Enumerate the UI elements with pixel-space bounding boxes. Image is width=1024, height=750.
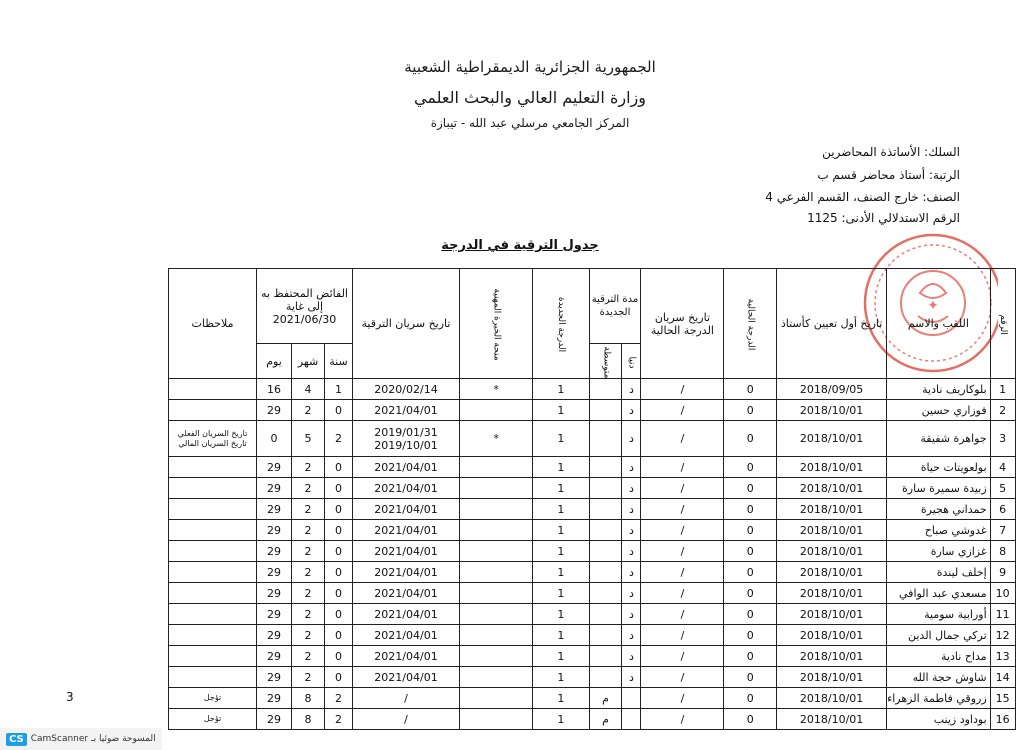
dur-mid-cell: [589, 400, 622, 421]
dur-min-cell: [622, 709, 641, 730]
new-grade-cell: 1: [533, 709, 589, 730]
dur-mid-cell: م: [589, 709, 622, 730]
first-appointment-cell: 2018/10/01: [777, 541, 887, 562]
bonus-cell: *: [460, 421, 533, 457]
promotion-date-cell: 2021/04/01: [353, 478, 460, 499]
scanner-label: CamScanner المسوحة ضوئيا بـ: [30, 734, 156, 744]
notes-cell: [169, 520, 257, 541]
name-cell: شاوش حجة الله: [887, 667, 991, 688]
name-cell: زروقي فاطمة الزهراء: [887, 688, 991, 709]
first-appointment-cell: 2018/10/01: [777, 400, 887, 421]
dur-mid-cell: [589, 667, 622, 688]
current-grade-date-cell: /: [641, 478, 724, 499]
first-appointment-cell: 2018/10/01: [777, 421, 887, 457]
new-grade-cell: 1: [533, 400, 589, 421]
current-grade-cell: 0: [724, 400, 777, 421]
table-row: [169, 604, 1016, 625]
current-grade-date-cell: /: [641, 709, 724, 730]
dur-min-cell: د: [622, 583, 641, 604]
name-cell: إخلف ليندة: [887, 562, 991, 583]
new-grade-cell: 1: [533, 457, 589, 478]
num-cell: 8: [990, 541, 1015, 562]
num-cell: 3: [990, 421, 1015, 457]
dur-min-cell: د: [622, 562, 641, 583]
dur-min-cell: [622, 688, 641, 709]
promotion-date-cell: 2021/04/01: [353, 457, 460, 478]
table-row: [169, 583, 1016, 604]
current-grade-date-cell: /: [641, 379, 724, 400]
first-appointment-cell: 2018/09/05: [777, 379, 887, 400]
dur-min-cell: د: [622, 604, 641, 625]
promotion-date-cell: 2021/04/01: [353, 400, 460, 421]
notes-cell: تؤجل: [169, 709, 257, 730]
table-row: [169, 667, 1016, 688]
header-ministry: وزارة التعليم العالي والبحث العلمي: [414, 88, 646, 107]
current-grade-cell: 0: [724, 499, 777, 520]
table-row: [169, 562, 1016, 583]
svg-text:✦: ✦: [927, 298, 939, 314]
camscanner-icon: CS: [6, 733, 27, 746]
name-cell: بلوكاريف نادية: [887, 379, 991, 400]
promotion-date-cell: 2021/04/01: [353, 562, 460, 583]
month-cell: 2: [292, 604, 325, 625]
year-cell: 0: [325, 520, 353, 541]
current-grade-cell: 0: [724, 604, 777, 625]
header-republic: الجمهورية الجزائرية الديمقراطية الشعبية: [404, 58, 656, 76]
dur-min-cell: د: [622, 520, 641, 541]
bonus-cell: [460, 562, 533, 583]
current-grade-cell: 0: [724, 520, 777, 541]
new-grade-cell: 1: [533, 379, 589, 400]
col-promotion-date: تاريخ سريان الترقية: [353, 269, 460, 379]
promotion-date-cell: [353, 421, 460, 457]
name-cell: بوداود زينب: [887, 709, 991, 730]
current-grade-cell: 0: [724, 709, 777, 730]
col-remaining: الفائض المحتفظ به إلى غاية 2021/06/30: [257, 269, 353, 344]
num-cell: 11: [990, 604, 1015, 625]
day-cell: 29: [257, 400, 292, 421]
table-row: [169, 709, 1016, 730]
current-grade-cell: 0: [724, 541, 777, 562]
bonus-cell: [460, 688, 533, 709]
info-rank: الرتبة: أستاذ محاضر قسم ب: [817, 168, 960, 182]
num-cell: 4: [990, 457, 1015, 478]
num-cell: 5: [990, 478, 1015, 499]
current-grade-cell: 0: [724, 667, 777, 688]
bonus-cell: [460, 541, 533, 562]
dur-mid-cell: [589, 583, 622, 604]
day-cell: 29: [257, 499, 292, 520]
year-cell: 0: [325, 583, 353, 604]
name-cell: فوزاري حسين: [887, 400, 991, 421]
dur-mid-cell: [589, 646, 622, 667]
promotion-date-cell: 2021/04/01: [353, 520, 460, 541]
dur-mid-cell: [589, 478, 622, 499]
notes-cell: تؤجل: [169, 688, 257, 709]
current-grade-cell: 0: [724, 646, 777, 667]
day-cell: 0: [257, 421, 292, 457]
notes-cell: [169, 625, 257, 646]
dur-min-cell: د: [622, 667, 641, 688]
day-cell: 29: [257, 625, 292, 646]
table-row: [169, 688, 1016, 709]
dur-min-cell: د: [622, 646, 641, 667]
day-cell: 16: [257, 379, 292, 400]
current-grade-date-cell: /: [641, 625, 724, 646]
notes-cell: [169, 583, 257, 604]
dur-mid-cell: [589, 421, 622, 457]
dur-mid-cell: [589, 562, 622, 583]
current-grade-cell: 0: [724, 457, 777, 478]
bonus-cell: *: [460, 379, 533, 400]
col-bonus: منحة الخبرة المهنية: [460, 269, 533, 379]
num-cell: 13: [990, 646, 1015, 667]
dur-min-cell: د: [622, 478, 641, 499]
promotion-date-cell: 2021/04/01: [353, 499, 460, 520]
current-grade-date-cell: /: [641, 541, 724, 562]
first-appointment-cell: 2018/10/01: [777, 457, 887, 478]
year-cell: 0: [325, 625, 353, 646]
promotion-date-cell: 2020/02/14: [353, 379, 460, 400]
table-row: [169, 625, 1016, 646]
new-grade-cell: 1: [533, 667, 589, 688]
current-grade-date-cell: /: [641, 646, 724, 667]
year-cell: 2: [325, 421, 353, 457]
col-name: اللقب والاسم: [887, 269, 991, 379]
name-cell: زبيدة سميرة سارة: [887, 478, 991, 499]
new-grade-cell: 1: [533, 604, 589, 625]
num-cell: 7: [990, 520, 1015, 541]
current-grade-date-cell: /: [641, 688, 724, 709]
month-cell: 2: [292, 400, 325, 421]
col-current-grade-date: تاريخ سريان الدرجة الحالية: [641, 269, 724, 379]
current-grade-date-cell: /: [641, 400, 724, 421]
table-row: [169, 520, 1016, 541]
num-cell: 6: [990, 499, 1015, 520]
year-cell: 1: [325, 379, 353, 400]
dur-min-cell: د: [622, 457, 641, 478]
current-grade-cell: 0: [724, 562, 777, 583]
num-cell: 14: [990, 667, 1015, 688]
month-cell: 2: [292, 457, 325, 478]
name-cell: أورابية سومية: [887, 604, 991, 625]
first-appointment-cell: 2018/10/01: [777, 478, 887, 499]
notes-cell: [169, 499, 257, 520]
month-cell: 2: [292, 562, 325, 583]
table-row: [169, 646, 1016, 667]
current-grade-date-cell: /: [641, 604, 724, 625]
first-appointment-cell: 2018/10/01: [777, 520, 887, 541]
first-appointment-cell: 2018/10/01: [777, 646, 887, 667]
day-cell: 29: [257, 667, 292, 688]
current-grade-cell: 0: [724, 625, 777, 646]
col-first-appointment: تاريخ أول تعيين كأستاذ: [777, 269, 887, 379]
promotion-date-cell: /: [353, 688, 460, 709]
first-appointment-cell: 2018/10/01: [777, 562, 887, 583]
day-cell: 29: [257, 457, 292, 478]
year-cell: 0: [325, 457, 353, 478]
promotion-date-actual: 2019/01/31: [374, 425, 438, 439]
first-appointment-cell: 2018/10/01: [777, 667, 887, 688]
dur-mid-cell: [589, 604, 622, 625]
bonus-cell: [460, 478, 533, 499]
name-cell: حمداني هجيرة: [887, 499, 991, 520]
dur-min-cell: د: [622, 541, 641, 562]
table-row: [169, 421, 1016, 457]
new-grade-cell: 1: [533, 499, 589, 520]
promotion-date-cell: 2021/04/01: [353, 625, 460, 646]
day-cell: 29: [257, 478, 292, 499]
table-row: [169, 400, 1016, 421]
table-row: [169, 541, 1016, 562]
month-cell: 8: [292, 688, 325, 709]
current-grade-date-cell: /: [641, 421, 724, 457]
year-cell: 0: [325, 499, 353, 520]
dur-min-cell: د: [622, 421, 641, 457]
first-appointment-cell: 2018/10/01: [777, 604, 887, 625]
year-cell: 2: [325, 709, 353, 730]
notes-cell: [169, 562, 257, 583]
name-cell: غزازي سارة: [887, 541, 991, 562]
table-row: [169, 379, 1016, 400]
year-cell: 2: [325, 688, 353, 709]
bonus-cell: [460, 625, 533, 646]
scanner-watermark: [0, 728, 162, 750]
day-cell: 29: [257, 604, 292, 625]
notes-cell: تاريخ السريان الفعلي تاريخ السريان المالي: [169, 421, 257, 457]
dur-mid-cell: [589, 520, 622, 541]
col-month: شهر: [292, 344, 325, 379]
table-row: [169, 457, 1016, 478]
bonus-cell: [460, 499, 533, 520]
current-grade-cell: 0: [724, 583, 777, 604]
notes-cell: [169, 478, 257, 499]
new-grade-cell: 1: [533, 421, 589, 457]
col-year: سنة: [325, 344, 353, 379]
bonus-cell: [460, 400, 533, 421]
day-cell: 29: [257, 583, 292, 604]
notes-cell: [169, 667, 257, 688]
notes-cell: [169, 379, 257, 400]
bonus-cell: [460, 709, 533, 730]
col-dur-min: دنيا: [622, 344, 641, 379]
dur-mid-cell: م: [589, 688, 622, 709]
day-cell: 29: [257, 688, 292, 709]
current-grade-cell: 0: [724, 688, 777, 709]
month-cell: 4: [292, 379, 325, 400]
col-notes: ملاحظات: [169, 269, 257, 379]
table-title: جدول الترقية في الدرجة: [441, 238, 599, 253]
month-cell: 2: [292, 646, 325, 667]
promotion-date-cell: 2021/04/01: [353, 541, 460, 562]
current-grade-cell: 0: [724, 379, 777, 400]
dur-min-cell: د: [622, 499, 641, 520]
page-number: 3: [66, 690, 74, 704]
dur-min-cell: د: [622, 379, 641, 400]
month-cell: 2: [292, 499, 325, 520]
current-grade-cell: 0: [724, 421, 777, 457]
current-grade-cell: 0: [724, 478, 777, 499]
dur-mid-cell: [589, 625, 622, 646]
day-cell: 29: [257, 520, 292, 541]
num-cell: 9: [990, 562, 1015, 583]
num-cell: 10: [990, 583, 1015, 604]
name-cell: بولعويتات حياة: [887, 457, 991, 478]
info-category: الصنف: خارج الصنف، القسم الفرعي 4: [765, 190, 960, 204]
current-grade-date-cell: /: [641, 457, 724, 478]
new-grade-cell: 1: [533, 583, 589, 604]
col-duration: مدة الترقية الجديدة: [589, 269, 641, 344]
promotion-date-cell: 2021/04/01: [353, 583, 460, 604]
new-grade-cell: 1: [533, 625, 589, 646]
year-cell: 0: [325, 400, 353, 421]
bonus-cell: [460, 604, 533, 625]
month-cell: 2: [292, 583, 325, 604]
notes-cell: [169, 457, 257, 478]
col-dur-mid: متوسطة: [589, 344, 622, 379]
new-grade-cell: 1: [533, 646, 589, 667]
name-cell: جواهرة شفيقة: [887, 421, 991, 457]
promotion-date-cell: 2021/04/01: [353, 604, 460, 625]
current-grade-date-cell: /: [641, 583, 724, 604]
year-cell: 0: [325, 541, 353, 562]
year-cell: 0: [325, 562, 353, 583]
info-corps: السلك: الأساتذة المحاضرين: [822, 145, 960, 159]
current-grade-date-cell: /: [641, 562, 724, 583]
promotion-date-financial: 2019/10/01: [374, 438, 438, 452]
bonus-cell: [460, 583, 533, 604]
month-cell: 2: [292, 625, 325, 646]
table-row: [169, 499, 1016, 520]
bonus-cell: [460, 520, 533, 541]
new-grade-cell: 1: [533, 541, 589, 562]
name-cell: مداح نادية: [887, 646, 991, 667]
year-cell: 0: [325, 478, 353, 499]
month-cell: 8: [292, 709, 325, 730]
first-appointment-cell: 2018/10/01: [777, 583, 887, 604]
col-current-grade: الدرجة الحالية: [724, 269, 777, 379]
notes-cell: [169, 646, 257, 667]
month-cell: 2: [292, 478, 325, 499]
table-row: [169, 478, 1016, 499]
dur-mid-cell: [589, 379, 622, 400]
month-cell: 2: [292, 520, 325, 541]
header-center: المركز الجامعي مرسلي عبد الله - تيبازة: [430, 116, 630, 130]
day-cell: 29: [257, 541, 292, 562]
year-cell: 0: [325, 646, 353, 667]
current-grade-date-cell: /: [641, 499, 724, 520]
promotion-date-cell: /: [353, 709, 460, 730]
new-grade-cell: 1: [533, 478, 589, 499]
current-grade-date-cell: /: [641, 667, 724, 688]
day-cell: 29: [257, 646, 292, 667]
num-cell: 12: [990, 625, 1015, 646]
promotion-table: [168, 268, 1016, 730]
year-cell: 0: [325, 667, 353, 688]
first-appointment-cell: 2018/10/01: [777, 688, 887, 709]
notes-cell: [169, 604, 257, 625]
num-cell: 16: [990, 709, 1015, 730]
name-cell: مسعدي عبد الوافي: [887, 583, 991, 604]
dur-mid-cell: [589, 541, 622, 562]
month-cell: 2: [292, 541, 325, 562]
dur-min-cell: د: [622, 400, 641, 421]
bonus-cell: [460, 646, 533, 667]
first-appointment-cell: 2018/10/01: [777, 625, 887, 646]
notes-cell: [169, 541, 257, 562]
dur-mid-cell: [589, 457, 622, 478]
name-cell: تركي جمال الدين: [887, 625, 991, 646]
new-grade-cell: 1: [533, 562, 589, 583]
promotion-date-cell: 2021/04/01: [353, 646, 460, 667]
month-cell: 2: [292, 667, 325, 688]
year-cell: 0: [325, 604, 353, 625]
first-appointment-cell: 2018/10/01: [777, 709, 887, 730]
day-cell: 29: [257, 562, 292, 583]
new-grade-cell: 1: [533, 688, 589, 709]
bonus-cell: [460, 457, 533, 478]
dur-min-cell: د: [622, 625, 641, 646]
promotion-date-cell: 2021/04/01: [353, 667, 460, 688]
info-index: الرقم الاستدلالي الأدنى: 1125: [807, 211, 960, 225]
dur-mid-cell: [589, 499, 622, 520]
col-num: الرقم: [990, 269, 1015, 379]
num-cell: 2: [990, 400, 1015, 421]
bonus-cell: [460, 667, 533, 688]
day-cell: 29: [257, 709, 292, 730]
current-grade-date-cell: /: [641, 520, 724, 541]
name-cell: غدوشي صباح: [887, 520, 991, 541]
notes-cell: [169, 400, 257, 421]
num-cell: 1: [990, 379, 1015, 400]
new-grade-cell: 1: [533, 520, 589, 541]
first-appointment-cell: 2018/10/01: [777, 499, 887, 520]
col-new-grade: الدرجة الجديدة: [533, 269, 589, 379]
month-cell: 5: [292, 421, 325, 457]
num-cell: 15: [990, 688, 1015, 709]
col-day: يوم: [257, 344, 292, 379]
